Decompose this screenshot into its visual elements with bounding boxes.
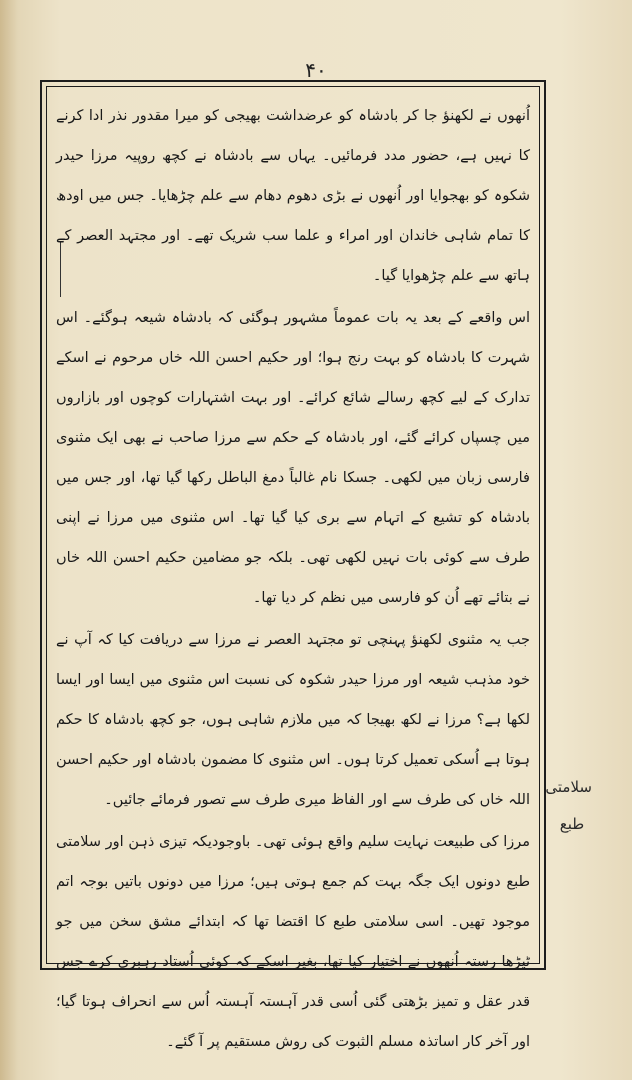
body-text [56,96,530,1050]
paragraph-4: مرزا کی طبیعت نہایت سلیم واقع ہوئی تھی۔ باوجودیکہ تیزی ذہن اور سلامتی طبع دونوں ایک جگہ بہت کم جمع ہوتی ہیں؛ مرزا میں دونوں باتیں بوجہ اتم موجود تھیں۔ اسی سلامتی طبع کا اقتضا تھا کہ ابتدائے مشق سخن میں جو ٹیڑھا رستہ اُنھوں نے اختیار کیا تھا، بغیر اسکے کہ کوئی اُستاد رہبری کرے جس قدر عقل و تمیز بڑھتی گئی اُسی قدر آہستہ آہستہ اُس سے انحراف ہوتا گیا؛ اور آخر کار اساتذہ مسلم الثبوت کی روش مستقیم پر آ گئے۔ [56,834,530,1050]
paragraph-2: اس واقعے کے بعد یہ بات عموماً مشہور ہوگئی کہ بادشاہ شیعہ ہوگئے۔ اس شہرت کا بادشاہ کو بہت رنج ہوا؛ اور حکیم احسن اللہ خاں مرحوم نے اسکے تدارک کے لیے کچھ رسالے شائع کرائے۔ اور بہت اشتہارات کوچوں اور بازاروں میں چسپاں کرائے گئے، اور بادشاہ کے حکم سے مرزا صاحب نے بھی ایک مثنوی فارسی زبان میں لکھی۔ جسکا نام غالباً دمغ الباطل رکھا گیا تھا، اور جس میں بادشاہ کو تشیع کے اتہام سے بری کیا گیا تھا۔ اس مثنوی میں مرزا نے اپنی طرف سے کوئی بات نہیں لکھی تھی۔ بلکہ جو مضامین حکیم احسن اللہ خاں نے بتائے تھے اُن کو فارسی میں نظم کر دیا تھا۔ [56,310,530,606]
page-number: ۴۰ [305,58,327,82]
paragraph-3: جب یہ مثنوی لکھنؤ پہنچی تو مجتہد العصر نے مرزا سے دریافت کیا کہ آپ نے خود مذہب شیعہ اور مرزا حیدر شکوہ کی نسبت اس مثنوی میں ایسا اور ایسا لکھا ہے؟ مرزا نے لکھ بھیجا کہ میں ملازم شاہی ہوں، جو کچھ بادشاہ کا حکم ہوتا ہے اُسکی تعمیل کرتا ہوں۔ اس مثنوی کا مضمون بادشاہ اور حکیم احسن اللہ خاں کی طرف سے اور الفاظ میری طرف سے تصور فرمائے جائیں۔ [56,632,530,808]
paragraph-1: اُنھوں نے لکھنؤ جا کر بادشاہ کو عرضداشت بھیجی کو میرا مقدور نذر ادا کرنے کا نہیں ہے، حضور مدد فرمائیں۔ یہاں سے بادشاہ نے کچھ روپیہ مرزا حیدر شکوہ کو بھجوایا اور اُنھوں نے بڑی دھوم دھام سے علم چڑھایا۔ جس میں اودھ کا تمام شاہی خاندان اور امراء و علما سب شریک تھے۔ اور مجتہد العصر کے ہاتھ سے علم چڑھوایا گیا۔ [56,108,530,284]
margin-note: طبع [559,815,585,833]
margin-note: سلامتی [545,778,592,796]
